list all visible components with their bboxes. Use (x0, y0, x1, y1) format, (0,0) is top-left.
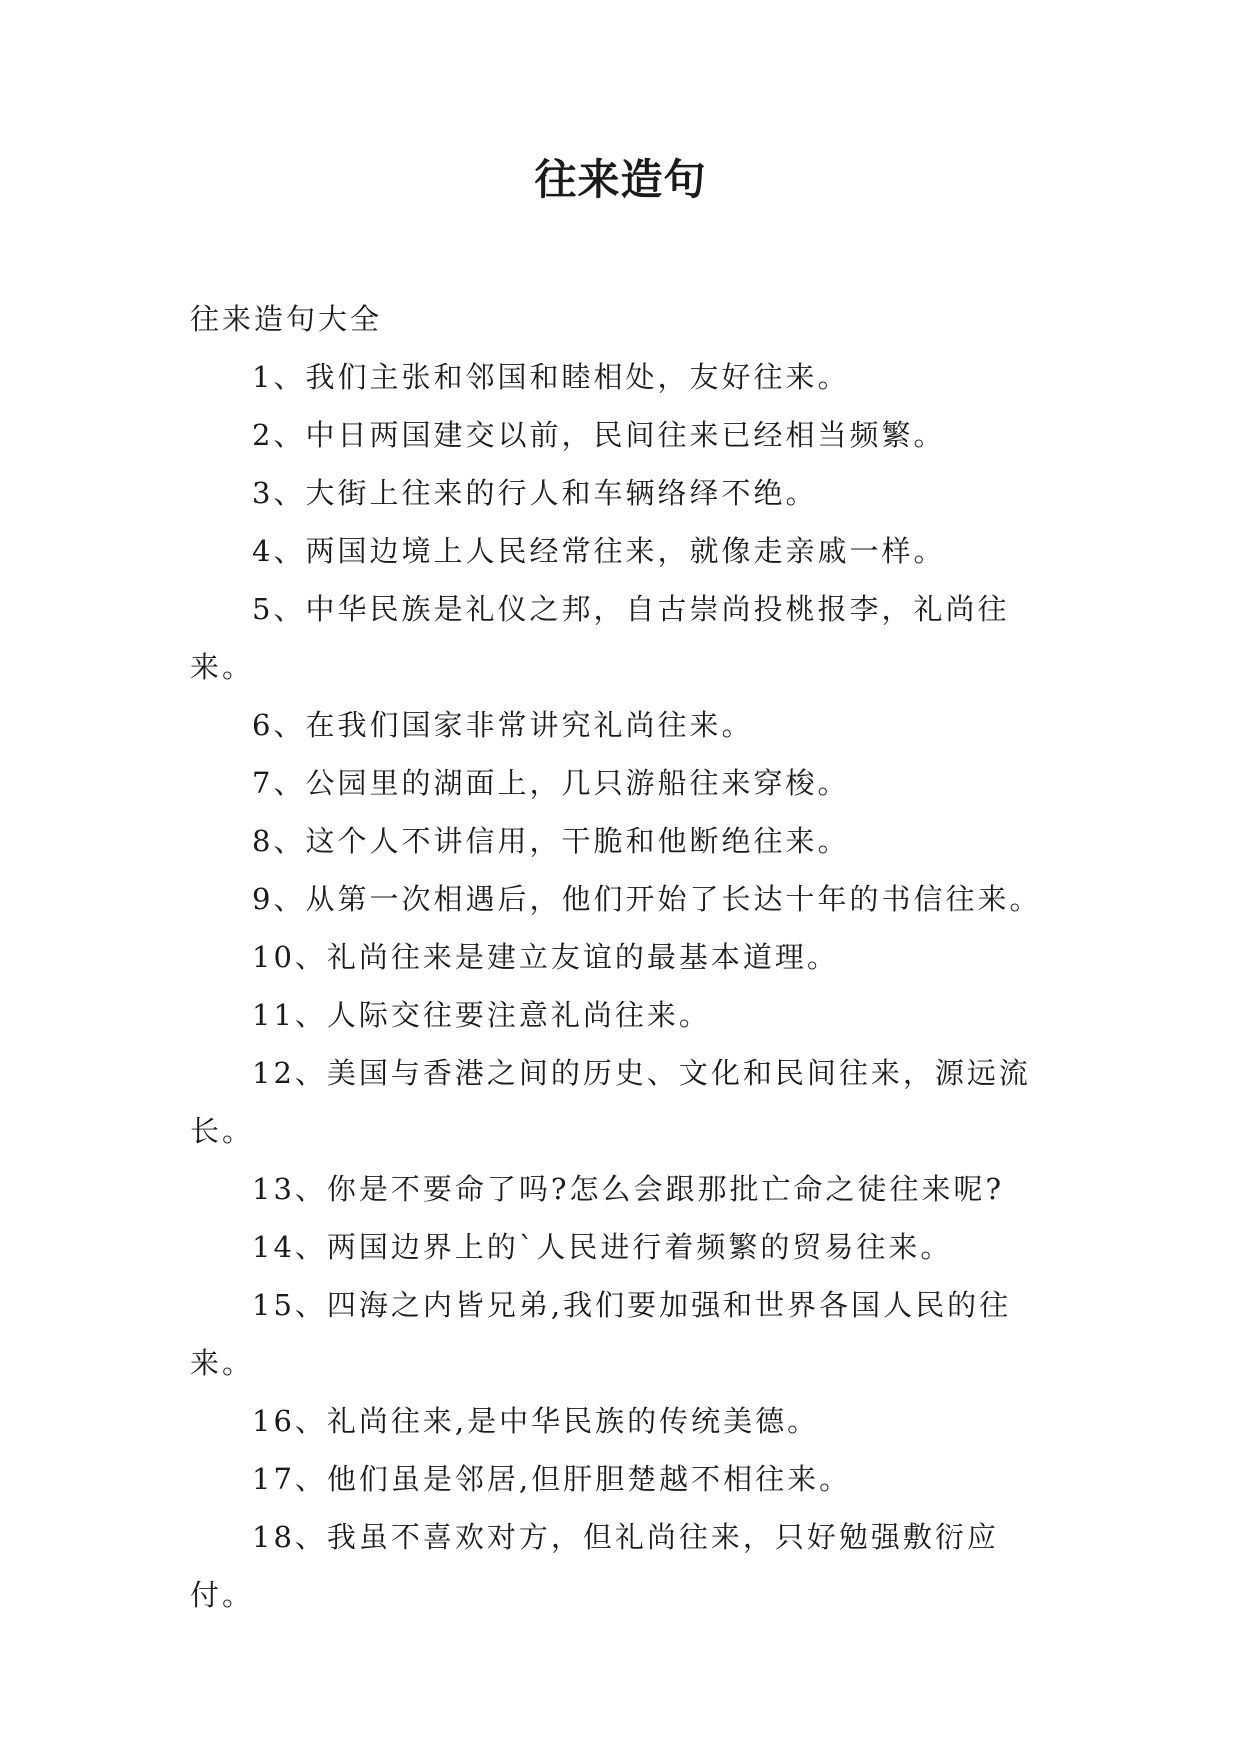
sentence-item: 17、他们虽是邻居,但肝胆楚越不相往来。 (252, 1462, 852, 1496)
sentence-item: 12、美国与香港之间的历史、文化和民间往来，源远流长。 (190, 1056, 1031, 1148)
sentence-item: 6、在我们国家非常讲究礼尚往来。 (252, 708, 754, 742)
sentence-item: 4、两国边境上人民经常往来，就像走亲戚一样。 (252, 534, 946, 568)
sentence-item: 18、我虽不喜欢对方，但礼尚往来，只好勉强敷衍应付。 (190, 1520, 999, 1612)
sentence-item: 8、这个人不讲信用，干脆和他断绝往来。 (252, 824, 850, 858)
sentence-item: 2、中日两国建交以前，民间往来已经相当频繁。 (252, 418, 946, 452)
sentence-item: 5、中华民族是礼仪之邦，自古崇尚投桃报李，礼尚往来。 (190, 592, 1010, 684)
sentence-item: 16、礼尚往来,是中华民族的传统美德。 (252, 1404, 820, 1438)
sentence-item: 1、我们主张和邻国和睦相处，友好往来。 (252, 360, 850, 394)
sentence-item: 14、两国边界上的`人民进行着频繁的贸易往来。 (252, 1230, 953, 1264)
sentence-item: 10、礼尚往来是建立友谊的最基本道理。 (252, 940, 839, 974)
sentence-item: 3、大街上往来的行人和车辆络绎不绝。 (252, 476, 818, 510)
sentence-item: 11、人际交往要注意礼尚往来。 (252, 998, 711, 1032)
section-heading: 往来造句大全 (190, 302, 383, 336)
document-title: 往来造句 (534, 155, 707, 204)
sentence-item: 7、公园里的湖面上，几只游船往来穿梭。 (252, 766, 850, 800)
sentence-item: 9、从第一次相遇后，他们开始了长达十年的书信往来。 (252, 882, 1042, 916)
document-body (190, 290, 1060, 1624)
sentence-item: 15、四海之内皆兄弟,我们要加强和世界各国人民的往来。 (190, 1288, 1012, 1380)
sentence-item: 13、你是不要命了吗?怎么会跟那批亡命之徒往来呢? (252, 1172, 1004, 1206)
